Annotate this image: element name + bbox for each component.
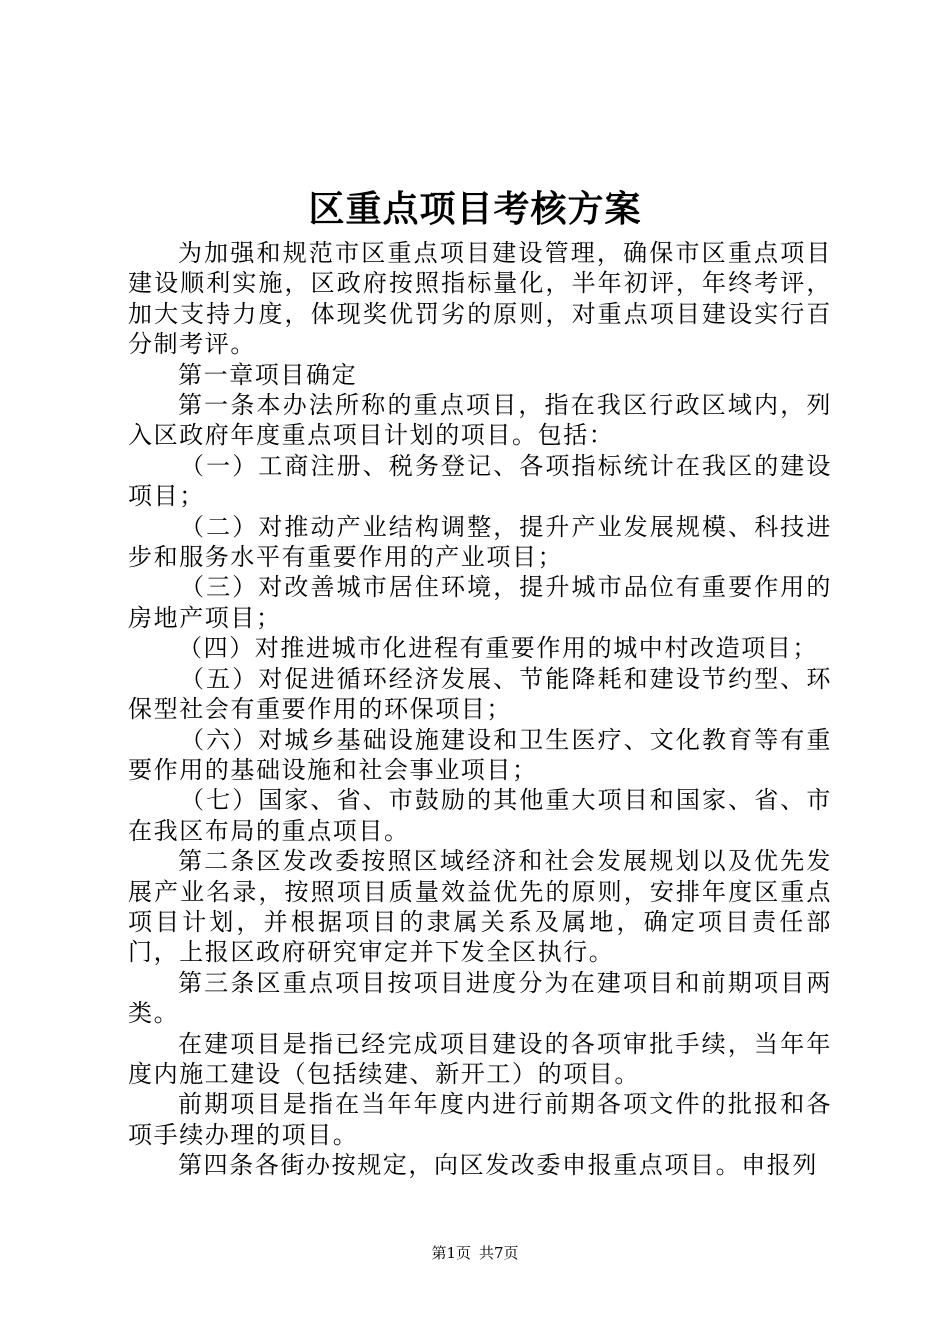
paragraph-preliminary: 前期项目是指在当年年度内进行前期各项文件的批报和各项手续办理的项目。 [128, 1090, 832, 1149]
list-item-4: （四）对推进城市化进程有重要作用的城中村改造项目； [178, 634, 818, 663]
chapter-heading: 第一章项目确定 [178, 360, 358, 389]
list-item-7: （七）国家、省、市鼓励的其他重大项目和国家、省、市在我区布局的重点项目。 [128, 786, 832, 845]
document-body [128, 238, 832, 1181]
paragraph-intro: 为加强和规范市区重点项目建设管理，确保市区重点项目建设顺利实施，区政府按照指标量化，半年初评，年终考评，加大支持力度，体现奖优罚劣的原则，对重点项目建设实行百分制考评。 [128, 239, 832, 359]
list-item-3: （三）对改善城市居住环境，提升城市品位有重要作用的房地产项目； [128, 573, 832, 632]
page-number-total: 共7页 [479, 1244, 519, 1262]
paragraph-article-3: 第三条区重点项目按项目进度分为在建项目和前期项目两类。 [128, 968, 832, 1028]
list-item-6: （六）对城乡基础设施建设和卫生医疗、文化教育等有重要作用的基础设施和社会事业项目； [128, 725, 832, 784]
document-title: 区重点项目考核方案 [308, 188, 642, 230]
list-item-1: （一）工商注册、税务登记、各项指标统计在我区的建设项目； [128, 451, 832, 511]
page-number-current: 第1页 [431, 1244, 471, 1262]
paragraph-article-4: 第四条各街办按规定，向区发改委申报重点项目。申报列 [178, 1151, 818, 1180]
paragraph-article-2: 第二条区发改委按照区域经济和社会发展规划以及优先发展产业名录，按照项目质量效益优先的原则，安排年度区重点项目计划，并根据项目的隶属关系及属地，确定项目责任部门，上报区政府研究审定并下发全区执行。 [128, 847, 832, 967]
list-item-2: （二）对推动产业结构调整，提升产业发展规模、科技进步和服务水平有重要作用的产业项目； [128, 512, 832, 572]
paragraph-in-progress: 在建项目是指已经完成项目建设的各项审批手续，当年年度内施工建设（包括续建、新开工）的项目。 [128, 1029, 832, 1088]
list-item-5: （五）对促进循环经济发展、节能降耗和建设节约型、环保型社会有重要作用的环保项目； [128, 664, 832, 724]
page-footer [0, 1243, 950, 1263]
paragraph-article-1: 第一条本办法所称的重点项目，指在我区行政区域内，列入区政府年度重点项目计划的项目。包括： [128, 391, 832, 450]
